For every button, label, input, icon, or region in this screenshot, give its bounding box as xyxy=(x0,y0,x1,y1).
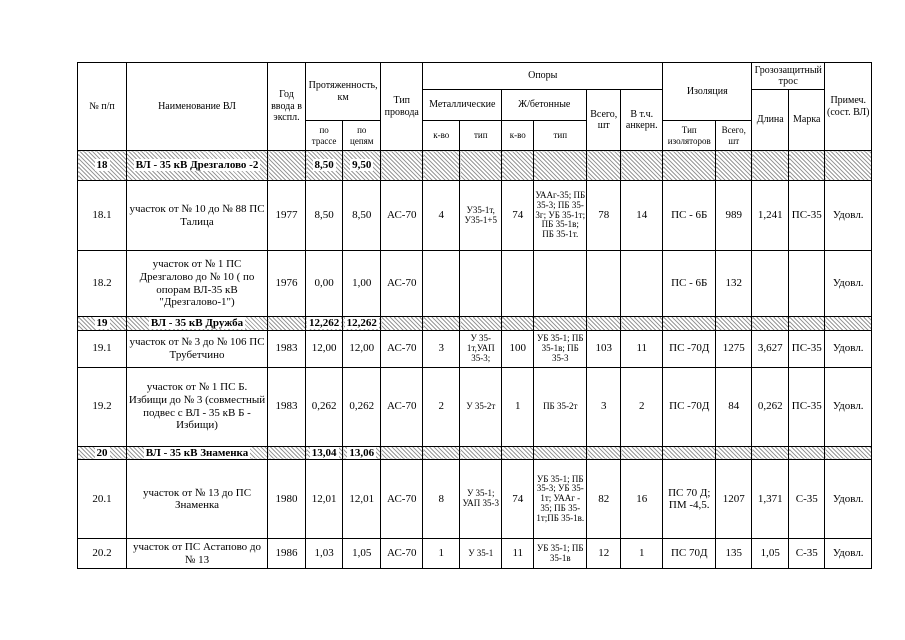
row-gw-brand: ПС-35 xyxy=(789,181,825,251)
row-name: участок от № 1 ПС Дрезгалово до № 10 ( по опорам ВЛ-35 кВ "Дрезгалово-1") xyxy=(127,251,268,317)
row-length-circuits: 1,05 xyxy=(343,539,381,569)
group-cell xyxy=(306,446,343,460)
row-name: участок от № 10 до № 88 ПС Талица xyxy=(127,181,268,251)
row-num: 20.2 xyxy=(78,539,127,569)
row-note: Удовл. xyxy=(825,367,872,446)
row-length-route: 1,03 xyxy=(306,539,343,569)
row-length-route: 0,262 xyxy=(306,367,343,446)
header-supports-total: Всего, шт xyxy=(587,90,621,151)
header-ground-wire: Грозозащитный трос xyxy=(752,63,825,90)
row-gw-length xyxy=(752,251,789,317)
row-concrete-count xyxy=(502,251,534,317)
group-cell xyxy=(587,151,621,181)
row-concrete-count: 74 xyxy=(502,460,534,539)
row-supports-total: 78 xyxy=(587,181,621,251)
header-metal-count: к-во xyxy=(423,121,460,151)
row-anchor: 11 xyxy=(621,330,663,367)
group-name: ВЛ - 35 кВ Дрезгалово -2 xyxy=(135,159,259,172)
group-num: 18 xyxy=(96,159,108,172)
header-anchor: В т.ч. анкерн. xyxy=(621,90,663,151)
table-row xyxy=(78,539,872,569)
group-cell xyxy=(423,151,460,181)
group-length-circuits: 12,262 xyxy=(346,317,377,329)
row-concrete-type: УБ 35-1; ПБ 35-3; УБ 35-1т; УААг - 35; ПБ 35-1т;ПБ 35-1в. xyxy=(534,460,587,539)
group-row xyxy=(78,446,872,460)
group-cell xyxy=(752,151,789,181)
row-year: 1983 xyxy=(268,367,306,446)
row-length-circuits: 12,01 xyxy=(343,460,381,539)
row-gw-brand: ПС-35 xyxy=(789,367,825,446)
row-year: 1976 xyxy=(268,251,306,317)
group-cell xyxy=(621,317,663,331)
header-metal: Металлические xyxy=(423,90,502,121)
row-year: 1983 xyxy=(268,330,306,367)
group-cell xyxy=(789,151,825,181)
group-name: ВЛ - 35 кВ Знаменка xyxy=(145,446,249,459)
row-insulator-total: 132 xyxy=(716,251,752,317)
row-length-route: 12,01 xyxy=(306,460,343,539)
row-insulator-type: ПС - 6Б xyxy=(663,251,716,317)
row-wire-type: АС-70 xyxy=(381,251,423,317)
row-anchor xyxy=(621,251,663,317)
row-metal-count: 3 xyxy=(423,330,460,367)
group-cell xyxy=(268,446,306,460)
row-concrete-count: 100 xyxy=(502,330,534,367)
row-name: участок от ПС Астапово до № 13 xyxy=(127,539,268,569)
row-year: 1977 xyxy=(268,181,306,251)
group-cell xyxy=(825,151,872,181)
row-anchor: 2 xyxy=(621,367,663,446)
power-lines-table xyxy=(77,62,872,569)
row-gw-length: 3,627 xyxy=(752,330,789,367)
row-gw-length: 0,262 xyxy=(752,367,789,446)
header-year: Год ввода в экспл. xyxy=(268,63,306,151)
header-length-circuits: по цепям xyxy=(343,121,381,151)
row-length-circuits: 12,00 xyxy=(343,330,381,367)
row-wire-type: АС-70 xyxy=(381,367,423,446)
row-metal-count: 8 xyxy=(423,460,460,539)
group-length-route: 13,04 xyxy=(311,446,337,459)
group-cell xyxy=(587,317,621,331)
header-insulation: Изоляция xyxy=(663,63,752,121)
group-cell xyxy=(423,317,460,331)
group-cell xyxy=(343,317,381,331)
group-cell xyxy=(343,151,381,181)
row-year: 1986 xyxy=(268,539,306,569)
group-cell xyxy=(127,446,268,460)
group-cell xyxy=(78,151,127,181)
row-insulator-type: ПС 70 Д; ПМ -4,5. xyxy=(663,460,716,539)
group-cell xyxy=(663,317,716,331)
row-concrete-type: УБ 35-1; ПБ 35-1в; ПБ 35-3 xyxy=(534,330,587,367)
group-cell xyxy=(78,446,127,460)
header-length: Протяженность, км xyxy=(306,63,381,121)
row-metal-type: У 35-1; УАП 35-3 xyxy=(460,460,502,539)
row-wire-type: АС-70 xyxy=(381,181,423,251)
row-num: 19.1 xyxy=(78,330,127,367)
row-insulator-total: 1275 xyxy=(716,330,752,367)
header-insulator-total: Всего, шт xyxy=(716,121,752,151)
row-gw-brand: С-35 xyxy=(789,460,825,539)
header-concrete-type: тип xyxy=(534,121,587,151)
row-anchor: 16 xyxy=(621,460,663,539)
row-anchor: 1 xyxy=(621,539,663,569)
group-cell xyxy=(534,151,587,181)
row-metal-count: 4 xyxy=(423,181,460,251)
group-length-circuits: 13,06 xyxy=(349,446,375,459)
row-insulator-type: ПС -70Д xyxy=(663,330,716,367)
group-cell xyxy=(621,446,663,460)
row-length-circuits: 0,262 xyxy=(343,367,381,446)
row-metal-count xyxy=(423,251,460,317)
header-insulator-type: Тип изоляторов xyxy=(663,121,716,151)
row-metal-type xyxy=(460,251,502,317)
group-cell xyxy=(343,446,381,460)
row-anchor: 14 xyxy=(621,181,663,251)
group-cell xyxy=(127,151,268,181)
table-row xyxy=(78,330,872,367)
group-cell xyxy=(78,317,127,331)
row-metal-type: У 35-1т,УАП 35-3; xyxy=(460,330,502,367)
group-cell xyxy=(423,446,460,460)
group-cell xyxy=(381,317,423,331)
row-concrete-type: ПБ 35-2т xyxy=(534,367,587,446)
header-concrete: Ж/бетонные xyxy=(502,90,587,121)
row-length-route: 8,50 xyxy=(306,181,343,251)
group-cell xyxy=(127,317,268,331)
row-supports-total xyxy=(587,251,621,317)
group-cell xyxy=(381,151,423,181)
row-length-circuits: 8,50 xyxy=(343,181,381,251)
header-note: Примеч. (сост. ВЛ) xyxy=(825,63,872,151)
row-gw-length: 1,241 xyxy=(752,181,789,251)
row-supports-total: 82 xyxy=(587,460,621,539)
group-cell xyxy=(268,151,306,181)
group-num: 19 xyxy=(96,317,108,329)
row-name: участок от № 1 ПС Б. Избищи до № 3 (совместный подвес с ВЛ - 35 кВ Б - Избищи) xyxy=(127,367,268,446)
group-row xyxy=(78,317,872,331)
row-metal-type: У 35-2т xyxy=(460,367,502,446)
row-supports-total: 103 xyxy=(587,330,621,367)
group-row xyxy=(78,151,872,181)
table-row xyxy=(78,251,872,317)
row-supports-total: 12 xyxy=(587,539,621,569)
row-insulator-total: 989 xyxy=(716,181,752,251)
row-note: Удовл. xyxy=(825,251,872,317)
group-cell xyxy=(502,317,534,331)
row-wire-type: АС-70 xyxy=(381,460,423,539)
group-cell xyxy=(268,317,306,331)
group-cell xyxy=(502,446,534,460)
group-cell xyxy=(752,317,789,331)
header-supports: Опоры xyxy=(423,63,663,90)
row-metal-type: У35-1т, У35-1+5 xyxy=(460,181,502,251)
row-metal-count: 1 xyxy=(423,539,460,569)
row-supports-total: 3 xyxy=(587,367,621,446)
row-num: 20.1 xyxy=(78,460,127,539)
table-row xyxy=(78,181,872,251)
row-year: 1980 xyxy=(268,460,306,539)
row-metal-count: 2 xyxy=(423,367,460,446)
header-gw-brand: Марка xyxy=(789,90,825,151)
row-num: 18.2 xyxy=(78,251,127,317)
header-name: Наименование ВЛ xyxy=(127,63,268,151)
row-insulator-type: ПС - 6Б xyxy=(663,181,716,251)
header-concrete-count: к-во xyxy=(502,121,534,151)
row-name: участок от № 3 до № 106 ПС Трубетчино xyxy=(127,330,268,367)
row-length-route: 0,00 xyxy=(306,251,343,317)
group-length-route: 12,262 xyxy=(309,317,340,329)
row-length-route: 12,00 xyxy=(306,330,343,367)
header-num: № п/п xyxy=(78,63,127,151)
row-concrete-type xyxy=(534,251,587,317)
group-length-circuits: 9,50 xyxy=(352,159,372,172)
group-cell xyxy=(460,151,502,181)
group-cell xyxy=(789,317,825,331)
group-cell xyxy=(621,151,663,181)
row-wire-type: АС-70 xyxy=(381,539,423,569)
table-row xyxy=(78,367,872,446)
row-concrete-type: УБ 35-1; ПБ 35-1в xyxy=(534,539,587,569)
group-cell xyxy=(460,446,502,460)
group-cell xyxy=(534,446,587,460)
group-cell xyxy=(534,317,587,331)
row-insulator-total: 1207 xyxy=(716,460,752,539)
row-insulator-total: 84 xyxy=(716,367,752,446)
row-gw-brand xyxy=(789,251,825,317)
group-num: 20 xyxy=(96,446,108,459)
group-name: ВЛ - 35 кВ Дружба xyxy=(150,317,244,329)
group-cell xyxy=(716,446,752,460)
group-cell xyxy=(587,446,621,460)
row-note: Удовл. xyxy=(825,460,872,539)
header-metal-type: тип xyxy=(460,121,502,151)
row-name: участок от № 13 до ПС Знаменка xyxy=(127,460,268,539)
table-row xyxy=(78,460,872,539)
group-cell xyxy=(716,317,752,331)
group-cell xyxy=(825,446,872,460)
group-cell xyxy=(460,317,502,331)
row-concrete-type: УААг-35; ПБ 35-3; ПБ 35-3г; УБ 35-1т; ПБ 35-1в; ПБ 35-1т. xyxy=(534,181,587,251)
group-cell xyxy=(663,446,716,460)
group-cell xyxy=(716,151,752,181)
header-length-route: по трассе xyxy=(306,121,343,151)
group-cell xyxy=(306,151,343,181)
group-cell xyxy=(381,446,423,460)
row-concrete-count: 1 xyxy=(502,367,534,446)
row-insulator-type: ПС -70Д xyxy=(663,367,716,446)
row-concrete-count: 11 xyxy=(502,539,534,569)
group-cell xyxy=(663,151,716,181)
row-length-circuits: 1,00 xyxy=(343,251,381,317)
group-cell xyxy=(502,151,534,181)
header-gw-length: Длина xyxy=(752,90,789,151)
row-wire-type: АС-70 xyxy=(381,330,423,367)
row-num: 18.1 xyxy=(78,181,127,251)
row-gw-brand: С-35 xyxy=(789,539,825,569)
row-num: 19.2 xyxy=(78,367,127,446)
row-gw-length: 1,05 xyxy=(752,539,789,569)
group-cell xyxy=(825,317,872,331)
row-gw-brand: ПС-35 xyxy=(789,330,825,367)
row-concrete-count: 74 xyxy=(502,181,534,251)
row-metal-type: У 35-1 xyxy=(460,539,502,569)
row-note: Удовл. xyxy=(825,539,872,569)
row-note: Удовл. xyxy=(825,330,872,367)
group-cell xyxy=(752,446,789,460)
group-length-route: 8,50 xyxy=(314,159,334,172)
group-cell xyxy=(789,446,825,460)
header-wire-type: Тип провода xyxy=(381,63,423,151)
group-cell xyxy=(306,317,343,331)
row-insulator-type: ПС 70Д xyxy=(663,539,716,569)
row-note: Удовл. xyxy=(825,181,872,251)
row-gw-length: 1,371 xyxy=(752,460,789,539)
row-insulator-total: 135 xyxy=(716,539,752,569)
